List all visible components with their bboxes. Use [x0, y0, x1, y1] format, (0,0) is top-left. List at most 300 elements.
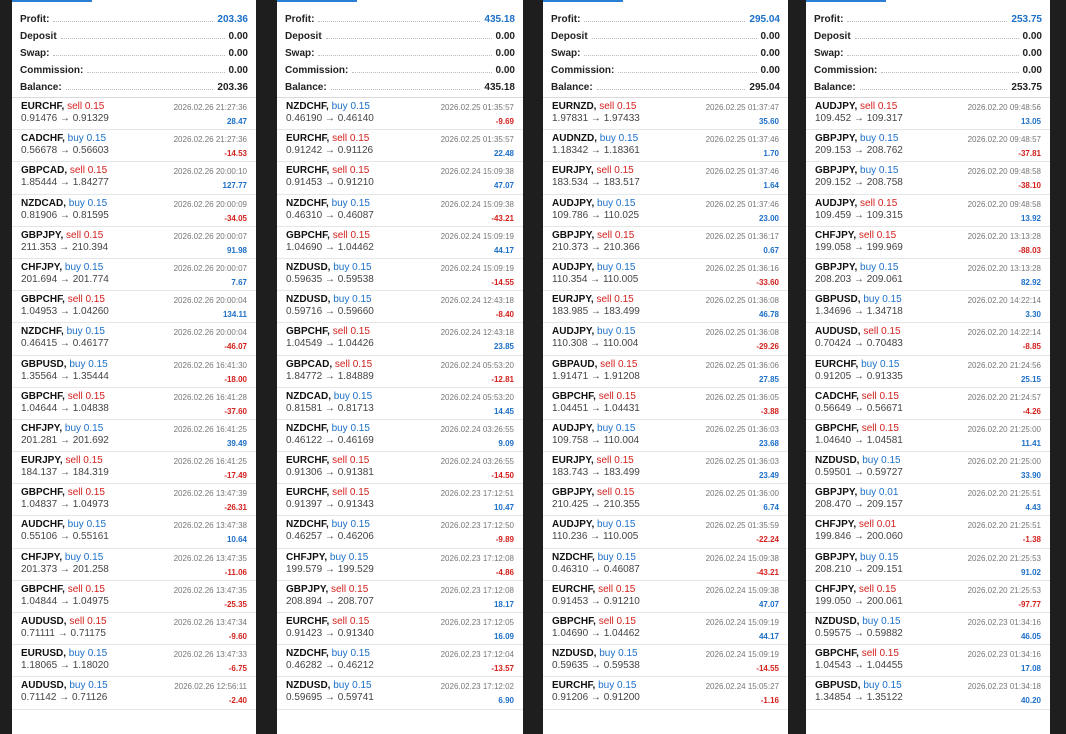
trade-prices: 1.04953 → 1.04260: [21, 306, 109, 318]
trade-side-volume: buy 0.15: [331, 648, 370, 660]
trade-side-volume: sell 0.15: [66, 229, 104, 241]
trade-profit: 35.60: [758, 117, 779, 126]
dotted-leader: [847, 20, 1007, 22]
active-tab-indicator[interactable]: [12, 0, 92, 2]
trade-prices: 208.203 → 209.061: [815, 273, 903, 285]
trade-symbol: EURNZD,: [552, 101, 597, 112]
trade-row[interactable]: [543, 323, 788, 355]
trade-side-volume: buy 0.15: [69, 358, 108, 370]
trade-time: 2026.02.25 01:36:00: [705, 489, 779, 499]
trade-row[interactable]: [277, 677, 523, 709]
trade-prices: 208.894 → 208.707: [286, 595, 374, 607]
trade-symbol: CHFJPY,: [21, 261, 63, 273]
trade-prices: 199.058 → 199.969: [815, 241, 903, 253]
trade-row[interactable]: [12, 613, 256, 645]
commission-row: [551, 59, 780, 76]
balance-value: 295.04: [749, 82, 780, 93]
trade-profit: -25.35: [224, 599, 247, 609]
trade-profit: -2.40: [228, 696, 247, 706]
trade-row[interactable]: [12, 130, 256, 162]
trade-prices: 0.91423 → 0.91340: [286, 628, 374, 639]
trade-symbol: GBPJPY,: [552, 229, 595, 241]
profit-label: Profit:: [20, 14, 50, 25]
trade-row[interactable]: [277, 581, 523, 613]
trade-symbol: NZDCHF,: [286, 101, 329, 112]
deposit-value: 0.00: [1022, 31, 1042, 42]
trade-prices: 109.758 → 110.004: [552, 434, 640, 446]
dotted-leader: [66, 88, 214, 90]
trade-time: 2026.02.26 21:27:36: [173, 103, 247, 112]
trade-profit: -22.24: [756, 535, 779, 545]
trade-time: 2026.02.26 21:27:36: [173, 135, 247, 145]
trade-row[interactable]: [806, 452, 1050, 484]
swap-value: 0.00: [760, 48, 780, 59]
trade-prices: 209.153 → 208.762: [815, 145, 903, 157]
trade-time: 2026.02.26 20:00:07: [173, 263, 247, 273]
trade-symbol: EURCHF,: [552, 680, 596, 692]
trade-time: 2026.02.26 13:47:33: [173, 650, 247, 660]
trade-prices: 199.579 → 199.529: [286, 563, 374, 575]
trade-row[interactable]: [12, 581, 256, 613]
trade-row[interactable]: [277, 484, 523, 516]
trade-row[interactable]: [277, 516, 523, 548]
trade-profit: -9.69: [495, 117, 514, 126]
trade-row[interactable]: [12, 420, 256, 452]
trade-row[interactable]: [543, 516, 788, 548]
commission-label: Commission:: [814, 65, 878, 76]
trade-side-volume: buy 0.15: [860, 165, 899, 177]
trade-side-volume: sell 0.15: [861, 390, 899, 402]
dotted-leader: [53, 54, 224, 56]
trade-row[interactable]: [543, 388, 788, 420]
trade-row[interactable]: [543, 452, 788, 484]
commission-label: Commission:: [285, 65, 349, 76]
trade-list: [277, 97, 523, 710]
trade-row[interactable]: [12, 388, 256, 420]
trade-profit: -14.53: [224, 149, 247, 159]
commission-label: Commission:: [20, 65, 84, 76]
trade-side-volume: buy 0.15: [860, 551, 899, 563]
trade-row[interactable]: [12, 516, 256, 548]
trade-row[interactable]: [806, 581, 1050, 613]
trade-side-volume: sell 0.15: [67, 101, 105, 112]
trade-profit: 27.85: [758, 374, 779, 384]
trade-side-volume: buy 0.15: [68, 648, 108, 660]
trade-side-volume: buy 0.15: [333, 680, 372, 692]
trade-symbol: EURJPY,: [552, 165, 594, 177]
trade-row[interactable]: [543, 420, 788, 452]
trade-row[interactable]: [12, 323, 256, 355]
trade-row[interactable]: [277, 549, 523, 581]
trade-symbol: NZDCAD,: [286, 390, 331, 402]
profit-value: 253.75: [1011, 14, 1042, 25]
trade-symbol: GBPCHF,: [21, 487, 65, 499]
trade-side-volume: buy 0.15: [599, 648, 638, 660]
trade-time: 2026.02.26 16:41:28: [173, 392, 247, 402]
trade-time: 2026.02.25 01:37:46: [705, 199, 779, 209]
trade-time: 2026.02.25 01:36:08: [705, 296, 779, 306]
trade-row[interactable]: [12, 645, 256, 677]
trade-prices: 1.18342 → 1.18361: [552, 145, 640, 157]
trade-profit: -9.60: [228, 632, 247, 641]
trade-prices: 1.91471 → 1.91208: [552, 370, 640, 382]
trade-row[interactable]: [806, 227, 1050, 259]
trade-side-volume: sell 0.15: [596, 165, 634, 177]
trade-symbol: NZDCHF,: [21, 326, 64, 338]
balance-value: 253.75: [1011, 82, 1042, 93]
profit-label: Profit:: [814, 14, 844, 25]
trade-profit: 23.00: [758, 213, 779, 223]
trade-symbol: GBPJPY,: [815, 261, 858, 273]
deposit-row: [551, 25, 780, 42]
trade-profit: 46.05: [1020, 632, 1041, 641]
trade-profit: 10.47: [493, 503, 514, 513]
trade-row[interactable]: [806, 98, 1050, 130]
trade-prices: 0.56649 → 0.56671: [815, 402, 903, 414]
balance-label: Balance:: [20, 82, 62, 93]
trade-time: 2026.02.26 13:47:34: [173, 618, 247, 627]
trade-prices: 199.846 → 200.060: [815, 531, 903, 543]
trade-profit: 14.45: [493, 406, 514, 416]
trade-row[interactable]: [543, 195, 788, 227]
trade-prices: 110.354 → 110.005: [552, 273, 639, 285]
trade-time: 2026.02.26 20:00:04: [173, 296, 247, 306]
trade-row[interactable]: [12, 452, 256, 484]
trade-side-volume: buy 0.15: [69, 680, 108, 692]
trade-row[interactable]: [806, 549, 1050, 581]
trade-side-volume: sell 0.15: [69, 165, 108, 177]
commission-value: 0.00: [1022, 65, 1042, 76]
trade-time: 2026.02.20 09:48:57: [967, 135, 1041, 145]
trade-row[interactable]: [12, 291, 256, 323]
dotted-leader: [331, 88, 481, 90]
trade-prices: 1.04837 → 1.04973: [21, 499, 109, 511]
trade-prices: 0.46415 → 0.46177: [21, 338, 109, 350]
trade-profit: 1.70: [763, 149, 779, 159]
history-panel-3: [543, 0, 788, 734]
trade-prices: 110.236 → 110.005: [552, 531, 639, 543]
trade-time: 2026.02.25 01:36:08: [705, 328, 779, 338]
trade-prices: 109.452 → 109.317: [815, 113, 903, 124]
trade-row[interactable]: [277, 613, 523, 645]
trade-symbol: NZDUSD,: [286, 261, 331, 273]
trade-row[interactable]: [12, 259, 256, 291]
trade-time: 2026.02.25 01:37:46: [705, 135, 779, 145]
trade-time: 2026.02.24 15:09:19: [440, 263, 514, 273]
trade-prices: 109.459 → 109.315: [815, 209, 903, 221]
trade-profit: 7.67: [231, 277, 247, 287]
trade-prices: 184.137 → 184.319: [21, 467, 109, 479]
trade-profit: -43.21: [491, 213, 514, 223]
swap-row: [20, 42, 248, 59]
profit-row: [814, 8, 1042, 25]
trade-side-volume: buy 0.15: [331, 519, 370, 531]
trade-row[interactable]: [12, 195, 256, 227]
trade-profit: 1.64: [763, 181, 779, 191]
active-tab-indicator[interactable]: [543, 0, 623, 2]
balance-row: [20, 76, 248, 93]
dotted-leader: [597, 88, 746, 90]
trade-side-volume: sell 0.15: [67, 487, 105, 499]
trade-row[interactable]: [806, 516, 1050, 548]
swap-row: [551, 42, 780, 59]
trade-row[interactable]: [543, 484, 788, 516]
commission-row: [20, 59, 248, 76]
trade-symbol: AUDJPY,: [815, 197, 858, 209]
trade-time: 2026.02.20 09:48:58: [967, 167, 1041, 177]
trade-profit: 13.05: [1020, 117, 1041, 126]
trade-profit: 9.09: [498, 438, 514, 448]
trade-symbol: EURUSD,: [21, 648, 67, 660]
deposit-value: 0.00: [760, 31, 780, 42]
trade-time: 2026.02.23 01:34:16: [967, 618, 1041, 627]
trade-profit: -4.26: [1022, 406, 1041, 416]
trade-row[interactable]: [277, 195, 523, 227]
trade-profit: -34.05: [224, 213, 247, 223]
trade-row[interactable]: [12, 98, 256, 130]
trade-row[interactable]: [543, 581, 788, 613]
trade-row[interactable]: [543, 259, 788, 291]
trade-profit: 0.67: [763, 245, 779, 255]
trade-row[interactable]: [806, 613, 1050, 645]
trade-prices: 0.59695 → 0.59741: [286, 692, 374, 704]
trade-side-volume: sell 0.15: [600, 358, 638, 370]
trade-side-volume: sell 0.15: [597, 487, 635, 499]
trade-symbol: GBPJPY,: [815, 487, 858, 499]
trade-side-volume: buy 0.15: [861, 358, 900, 370]
trade-row[interactable]: [543, 549, 788, 581]
trade-row[interactable]: [12, 677, 256, 709]
trade-side-volume: buy 0.15: [597, 261, 636, 273]
trade-row[interactable]: [806, 130, 1050, 162]
trade-row[interactable]: [543, 162, 788, 194]
trade-row[interactable]: [277, 162, 523, 194]
trade-row[interactable]: [277, 130, 523, 162]
trade-prices: 1.04543 → 1.04455: [815, 660, 903, 672]
trade-row[interactable]: [12, 549, 256, 581]
account-summary: [543, 6, 788, 97]
trade-prices: 1.04690 → 1.04462: [552, 628, 640, 639]
trade-profit: -8.40: [495, 310, 514, 320]
commission-value: 0.00: [228, 65, 248, 76]
trade-row[interactable]: [806, 259, 1050, 291]
trade-time: 2026.02.25 01:37:47: [705, 103, 779, 112]
trade-time: 2026.02.25 01:36:17: [705, 231, 779, 241]
trade-row[interactable]: [543, 613, 788, 645]
trade-symbol: GBPJPY,: [21, 229, 64, 241]
trade-side-volume: buy 0.15: [64, 261, 104, 273]
trade-row[interactable]: [277, 291, 523, 323]
trade-profit: -14.50: [491, 471, 514, 481]
trade-row[interactable]: [543, 291, 788, 323]
trade-row[interactable]: [277, 323, 523, 355]
trade-row[interactable]: [806, 388, 1050, 420]
dotted-leader: [87, 71, 224, 73]
trade-side-volume: buy 0.15: [597, 519, 636, 531]
swap-value: 0.00: [495, 48, 515, 59]
history-panel-2: [277, 0, 523, 734]
trade-row[interactable]: [12, 484, 256, 516]
trade-row[interactable]: [277, 259, 523, 291]
account-summary: [806, 6, 1050, 97]
trade-prices: 201.281 → 201.692: [21, 434, 109, 446]
trade-symbol: CHFJPY,: [286, 551, 328, 563]
trade-row[interactable]: [12, 227, 256, 259]
trade-time: 2026.02.24 03:26:55: [440, 424, 514, 434]
trade-row[interactable]: [806, 420, 1050, 452]
trade-row[interactable]: [806, 645, 1050, 677]
trade-row[interactable]: [806, 162, 1050, 194]
deposit-label: Deposit: [20, 31, 57, 42]
trade-prices: 0.91206 → 0.91200: [552, 692, 640, 704]
trade-time: 2026.02.25 01:35:57: [440, 135, 514, 145]
trade-time: 2026.02.24 15:09:38: [440, 167, 514, 177]
trade-row[interactable]: [806, 291, 1050, 323]
trade-symbol: EURJPY,: [21, 455, 63, 467]
trade-time: 2026.02.26 16:41:25: [173, 457, 247, 467]
dotted-leader: [584, 54, 756, 56]
trade-prices: 0.59501 → 0.59727: [815, 467, 903, 479]
trade-time: 2026.02.25 01:35:57: [440, 103, 514, 112]
trade-row[interactable]: [543, 130, 788, 162]
trade-row[interactable]: [277, 420, 523, 452]
tab-bar: [12, 0, 256, 6]
trade-row[interactable]: [277, 645, 523, 677]
trade-symbol: CHFJPY,: [21, 551, 63, 563]
trade-prices: 0.46122 → 0.46169: [286, 434, 374, 446]
deposit-row: [285, 25, 515, 42]
trade-side-volume: sell 0.15: [65, 455, 103, 467]
swap-value: 0.00: [228, 48, 248, 59]
trade-profit: 25.15: [1020, 374, 1041, 384]
trade-side-volume: sell 0.15: [863, 326, 901, 338]
trade-time: 2026.02.25 01:36:03: [705, 424, 779, 434]
trade-side-volume: sell 0.15: [332, 133, 370, 145]
trade-side-volume: buy 0.15: [597, 551, 636, 563]
trade-side-volume: sell 0.15: [596, 294, 634, 306]
trade-row[interactable]: [806, 484, 1050, 516]
trade-symbol: AUDCHF,: [21, 519, 65, 531]
trade-row[interactable]: [277, 388, 523, 420]
trade-symbol: AUDJPY,: [815, 101, 858, 112]
trade-prices: 1.84772 → 1.84889: [286, 370, 374, 382]
active-tab-indicator[interactable]: [806, 0, 886, 2]
trade-row[interactable]: [543, 227, 788, 259]
trade-row[interactable]: [277, 98, 523, 130]
trade-time: 2026.02.24 15:09:38: [705, 585, 779, 595]
trade-row[interactable]: [543, 645, 788, 677]
trade-row[interactable]: [806, 323, 1050, 355]
dotted-leader: [318, 54, 491, 56]
trade-time: 2026.02.23 01:34:18: [967, 682, 1041, 692]
trade-side-volume: sell 0.15: [596, 455, 634, 467]
trade-profit: 22.48: [493, 149, 514, 159]
trade-profit: 127.77: [222, 181, 247, 191]
trade-profit: -33.60: [756, 277, 779, 287]
dotted-leader: [618, 71, 756, 73]
trade-prices: 0.91205 → 0.91335: [815, 370, 903, 382]
trade-symbol: EURCHF,: [552, 583, 596, 595]
trade-symbol: EURCHF,: [21, 101, 65, 112]
trade-side-volume: sell 0.15: [334, 358, 373, 370]
commission-label: Commission:: [551, 65, 615, 76]
trade-time: 2026.02.26 20:00:10: [173, 167, 247, 177]
swap-label: Swap:: [285, 48, 315, 59]
trade-time: 2026.02.26 12:56:11: [174, 682, 247, 692]
trade-side-volume: sell 0.15: [597, 229, 635, 241]
trade-time: 2026.02.20 21:25:51: [967, 489, 1041, 499]
trade-row[interactable]: [543, 677, 788, 709]
deposit-value: 0.00: [495, 31, 515, 42]
trade-profit: 17.08: [1020, 664, 1041, 674]
trade-symbol: AUDJPY,: [552, 326, 595, 338]
trade-symbol: GBPJPY,: [815, 133, 858, 145]
trade-profit: -6.75: [228, 664, 247, 674]
active-tab-indicator[interactable]: [277, 0, 357, 2]
trade-side-volume: buy 0.15: [863, 294, 902, 306]
trade-time: 2026.02.20 14:22:14: [967, 296, 1041, 306]
trade-row[interactable]: [806, 195, 1050, 227]
trade-profit: 23.85: [493, 342, 514, 352]
deposit-row: [814, 25, 1042, 42]
trade-row[interactable]: [806, 356, 1050, 388]
history-panel-4: [806, 0, 1050, 734]
trade-row[interactable]: [12, 162, 256, 194]
trade-symbol: AUDJPY,: [552, 422, 595, 434]
trade-profit: -4.86: [495, 567, 514, 577]
trade-row[interactable]: [277, 227, 523, 259]
profit-value: 435.18: [484, 14, 515, 25]
trade-time: 2026.02.20 21:25:00: [967, 457, 1041, 467]
trade-symbol: NZDCHF,: [286, 197, 329, 209]
dotted-leader: [326, 37, 492, 39]
trade-row[interactable]: [806, 677, 1050, 709]
trade-profit: 40.20: [1020, 696, 1041, 706]
deposit-label: Deposit: [285, 31, 322, 42]
swap-label: Swap:: [20, 48, 50, 59]
trade-prices: 1.04451 → 1.04431: [552, 402, 640, 414]
trade-profit: -18.00: [224, 374, 247, 384]
trade-row[interactable]: [277, 452, 523, 484]
trade-prices: 0.55106 → 0.55161: [21, 531, 109, 543]
dotted-leader: [881, 71, 1018, 73]
trade-profit: -97.77: [1018, 599, 1041, 609]
profit-label: Profit:: [551, 14, 581, 25]
trade-side-volume: buy 0.15: [862, 616, 901, 627]
trade-prices: 0.59716 → 0.59660: [286, 306, 374, 318]
trade-profit: -14.55: [491, 277, 514, 287]
trade-row[interactable]: [543, 98, 788, 130]
trade-symbol: GBPCHF,: [286, 229, 330, 241]
trade-prices: 1.04640 → 1.04581: [815, 434, 903, 446]
trade-symbol: GBPCAD,: [286, 358, 333, 370]
trade-profit: 46.78: [758, 310, 779, 320]
trade-profit: -37.81: [1018, 149, 1041, 159]
trade-profit: 6.74: [763, 503, 779, 513]
trade-profit: 16.09: [493, 632, 514, 641]
trade-prices: 0.46282 → 0.46212: [286, 660, 374, 672]
history-panel-1: [12, 0, 256, 734]
trade-symbol: GBPCHF,: [21, 390, 65, 402]
trade-row[interactable]: [277, 356, 523, 388]
trade-side-volume: buy 0.15: [597, 422, 636, 434]
trade-row[interactable]: [543, 356, 788, 388]
trade-row[interactable]: [12, 356, 256, 388]
trade-prices: 110.308 → 110.004: [552, 338, 639, 350]
trade-prices: 201.373 → 201.258: [21, 563, 109, 575]
trade-time: 2026.02.20 14:22:14: [967, 328, 1041, 338]
trade-prices: 183.743 → 183.499: [552, 467, 640, 479]
